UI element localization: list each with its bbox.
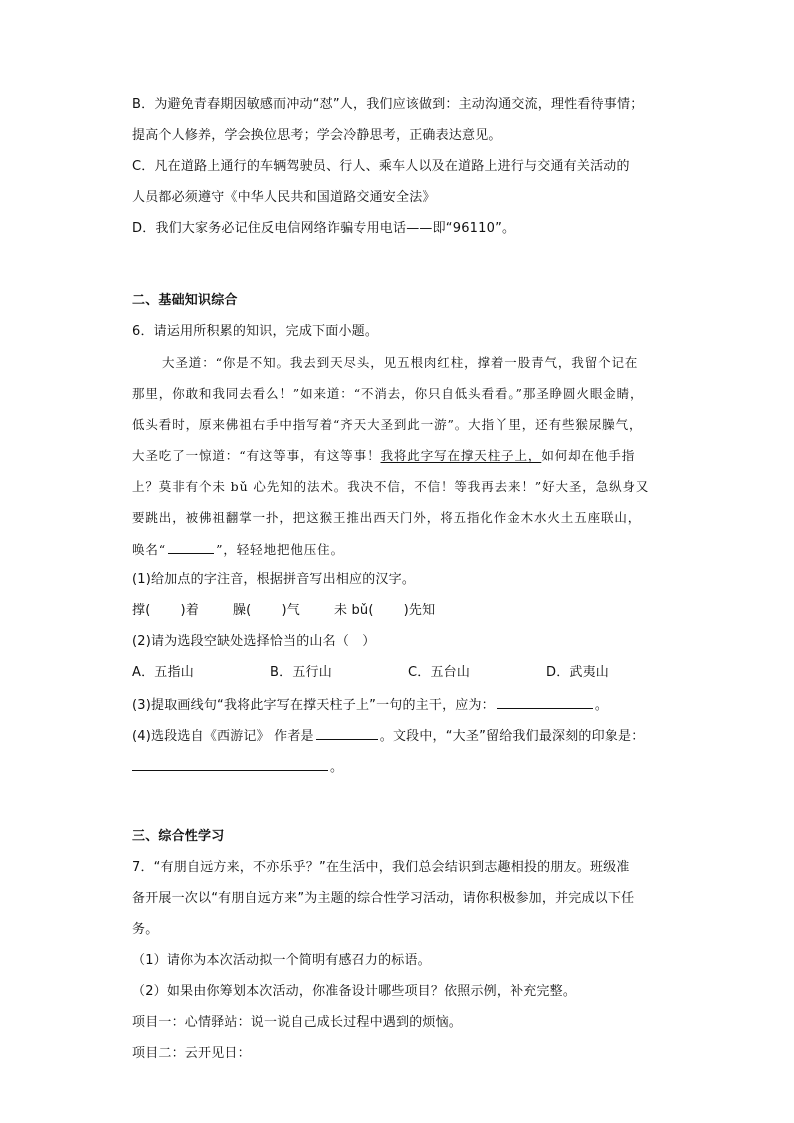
option-c-line-2: 人员都必须遵守《中华人民共和国道路交通安全法》	[132, 190, 436, 205]
choice-row	[132, 664, 609, 682]
pinyin-row	[132, 602, 435, 620]
choice-c[interactable]: C．五台山	[408, 665, 471, 680]
underlined-sentence: 我将此字写在撑天柱子上，	[380, 448, 542, 463]
section-2-heading: 二、基础知识综合	[132, 293, 238, 308]
passage-line-7-start: 唤名“	[132, 542, 167, 557]
task-2: （2）如果由你筹划本次活动，你准备设计哪些项目？依照示例，补充完整。	[132, 984, 577, 999]
project-item-2: 项目二：云开见日：	[132, 1046, 251, 1061]
choice-d[interactable]: D．武夷山	[546, 665, 610, 680]
sub-question-4-end: 。	[330, 760, 344, 775]
section-3-heading: 三、综合性学习	[132, 829, 225, 844]
passage-line-4-end: 如何却在他手指	[541, 448, 636, 463]
passage-line-4	[132, 447, 635, 465]
question-7-line-2: 备开展一次以“有朋自远方来”为主题的综合性学习活动，请你积极参加，并完成以下任	[132, 891, 635, 906]
passage-line-1: 大圣道：“你是不知。我去到天尽头，见五根肉红柱，撑着一股青气，我留个记在	[162, 355, 639, 370]
passage-line-7	[132, 540, 344, 559]
passage-line-2: 那里，你敢和我同去看么！”如来道：“不消去，你只自低头看看。”那圣睁圆火眼金睛，	[132, 386, 644, 401]
sub-question-3-text: (3)提取画线句“我将此字写在撑天柱子上”一句的主干，应为：	[132, 698, 495, 713]
sub-question-3	[132, 695, 608, 715]
passage-line-4-start: 大圣吃了一惊道：“有这等事，有这等事！	[132, 448, 381, 463]
sub-question-1: (1)给加点的字注音，根据拼音写出相应的汉字。	[132, 572, 416, 587]
option-c-line-1: C．凡在道路上通行的车辆驾驶员、行人、乘车人以及在道路上进行与交通有关活动的	[132, 159, 630, 174]
author-blank[interactable]	[316, 726, 378, 740]
choice-a[interactable]: A．五指山	[132, 665, 194, 680]
pinyin-item-3-start: 未 bǔ(	[333, 603, 374, 618]
option-b-line-1: B．为避免青春期因敏感而冲动“怼”人，我们应该做到：主动沟通交流，理性看待事情；	[132, 97, 644, 112]
passage-line-3: 低头看时，原来佛祖右手中指写着“齐天大圣到此一游”。大指丫里，还有些猴尿臊气，	[132, 417, 643, 432]
sub-question-4-middle: 。文段中，“大圣”留给我们最深刻的印象是：	[379, 729, 645, 744]
option-d-line-1: D．我们大家务必记住反电信网络诈骗专用电话——即“96110”。	[132, 221, 516, 236]
sentence-trunk-blank[interactable]	[497, 695, 593, 709]
pinyin-item-3-end: )先知	[403, 603, 436, 618]
project-item-1: 项目一：心情驿站：说一说自己成长过程中遇到的烦恼。	[132, 1015, 463, 1030]
pinyin-item-1-end: )着	[180, 603, 199, 618]
pinyin-item-2-start: 臊(	[232, 603, 252, 618]
question-7-line-1: 7．“有朋自远方来，不亦乐乎？”在生活中，我们总会结识到志趣相投的朋友。班级准	[132, 860, 630, 875]
task-1: （1）请你为本次活动拟一个简明有感召力的标语。	[132, 953, 431, 968]
question-7-line-3: 务。	[132, 922, 159, 937]
choice-b[interactable]: B．五行山	[270, 665, 332, 680]
pinyin-item-1-start: 撑(	[132, 603, 151, 618]
passage-line-7-end: ”，轻轻地把他压住。	[216, 542, 344, 557]
question-6-stem: 6．请运用所积累的知识，完成下面小题。	[132, 324, 379, 339]
sub-question-3-end: 。	[594, 698, 609, 713]
sub-question-4-answer-line	[132, 757, 343, 777]
sub-question-4-text: (4)选段选自《西游记》 作者是	[132, 729, 314, 744]
sub-question-2: (2)请为选段空缺处选择恰当的山名（ ）	[132, 634, 376, 649]
sub-question-4	[132, 726, 644, 746]
impression-blank[interactable]	[132, 757, 328, 771]
pinyin-item-2-end: )气	[281, 603, 300, 618]
passage-line-6: 要跳出，被佛祖翻掌一扑，把这猴王推出西天门外，将五指化作金木水火土五座联山，	[132, 510, 642, 525]
mountain-name-blank[interactable]	[168, 540, 214, 554]
option-b-line-2: 提高个人修养，学会换位思考；学会冷静思考，正确表达意见。	[132, 128, 502, 143]
passage-line-5: 上？莫非有个未 bǔ 心先知的法术。我决不信，不信！等我再去来！”好大圣，急纵身又	[132, 479, 650, 494]
